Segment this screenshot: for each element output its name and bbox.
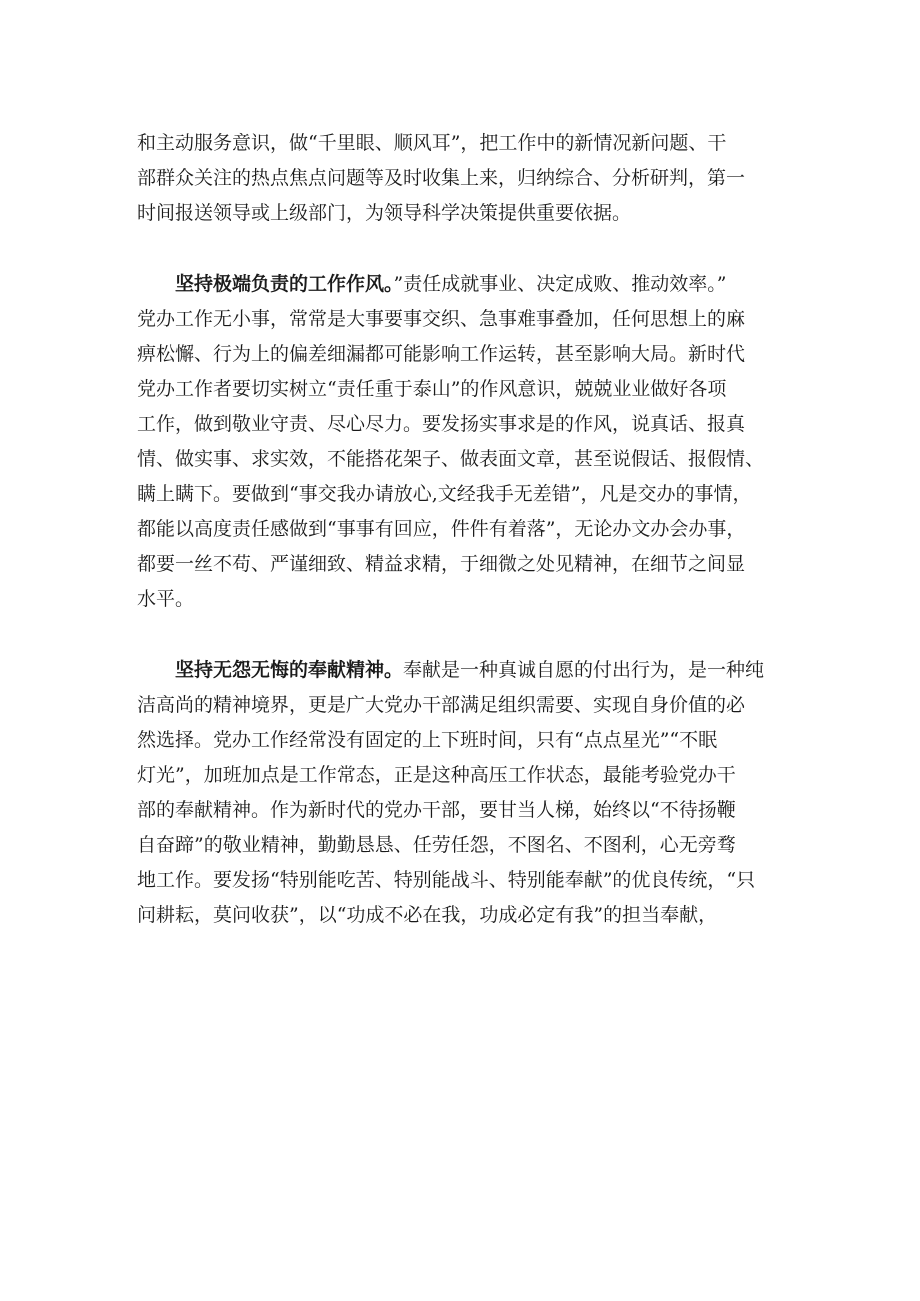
paragraph-3 [137, 653, 787, 933]
text-line: 水平。 [137, 588, 195, 610]
text-line: 瞒上瞒下。要做到“事交我办请放心,文经我手无差错”，凡是交办的事情， [137, 483, 752, 505]
text-line: 都要一丝不苟、严谨细致、精益求精，于细微之处见精神，在细节之间显 [137, 553, 746, 575]
text-line-rest: 奉献是一种真诚自愿的付出行为，是一种纯 [403, 659, 765, 681]
paragraph-lead-heading: 坚持无怨无悔的奉献精神。 [175, 659, 404, 681]
text-line: 党办工作者要切实树立“责任重于泰山”的作风意识，兢兢业业做好各项 [137, 378, 727, 400]
text-line [137, 267, 787, 302]
paragraph-lead-heading: 坚持极端负责的工作作风。 [175, 273, 394, 295]
text-line: 痹松懈、行为上的偏差细漏都可能影响工作运转，甚至影响大局。新时代 [137, 343, 746, 365]
text-line: 地工作。要发扬“特别能吃苦、特别能战斗、特别能奉献”的优良传统，“只 [137, 869, 756, 891]
text-line: 时间报送领导或上级部门，为领导科学决策提供重要依据。 [137, 202, 632, 224]
text-line: 党办工作无小事，常常是大事要事交织、急事难事叠加，任何思想上的麻 [137, 308, 746, 330]
text-line-rest: ”责任成就事业、决定成败、推动效率。” [393, 273, 727, 295]
text-line: 问耕耘，莫问收获”，以“功成不必在我，功成必定有我”的担当奉献， [137, 904, 718, 926]
document-body [137, 126, 787, 933]
text-line: 然选择。党办工作经常没有固定的上下班时间，只有“点点星光”“不眠 [137, 729, 718, 751]
text-line: 部群众关注的热点焦点问题等及时收集上来，归纳综合、分析研判，第一 [137, 167, 746, 189]
text-line: 和主动服务意识，做“千里眼、顺风耳”，把工作中的新情况新问题、干 [137, 132, 727, 154]
text-line: 部的奉献精神。作为新时代的党办干部，要甘当人梯，始终以“不待扬鞭 [137, 799, 736, 821]
text-line: 都能以高度责任感做到“事事有回应，件件有着落”，无论办文办会办事， [137, 518, 746, 540]
paragraph-1 [137, 126, 787, 231]
text-line [137, 653, 787, 688]
text-line: 洁高尚的精神境界，更是广大党办干部满足组织需要、实现自身价值的必 [137, 694, 746, 716]
text-line: 情、做实事、求实效，不能搭花架子、做表面文章，甚至说假话、报假情、 [137, 448, 765, 470]
text-line: 工作，做到敬业守责、尽心尽力。要发扬实事求是的作风，说真话、报真 [137, 413, 746, 435]
text-line: 灯光”，加班加点是工作常态，正是这种高压工作状态，最能考验党办干 [137, 764, 736, 786]
text-line: 自奋蹄”的敬业精神，勤勤恳恳、任劳任怨，不图名、不图利，心无旁骛 [137, 834, 736, 856]
paragraph-2 [137, 267, 787, 617]
